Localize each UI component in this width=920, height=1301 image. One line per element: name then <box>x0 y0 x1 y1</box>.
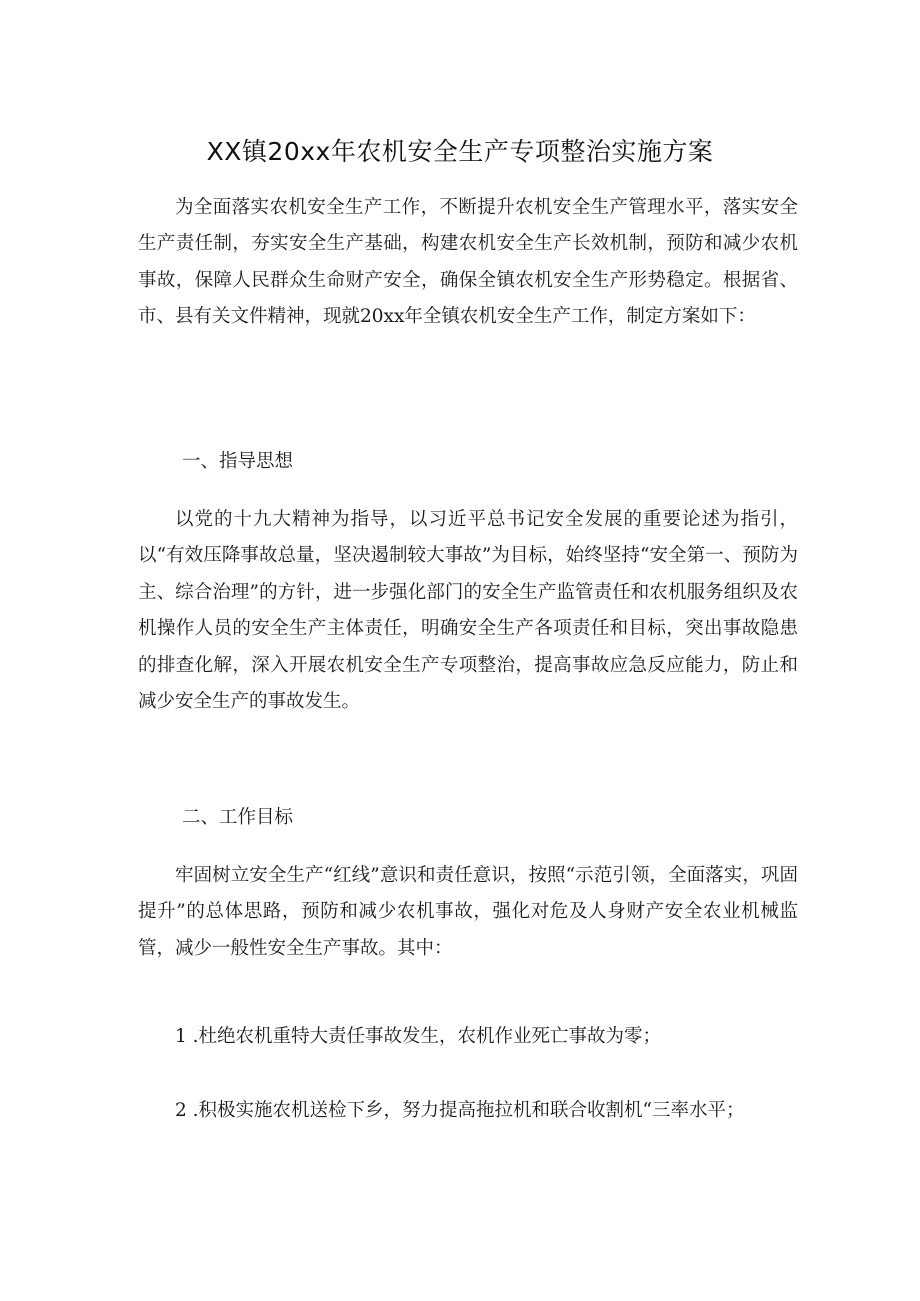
goal-list-item-1: 1 .杜绝农机重特大责任事故发生，农机作业死亡事故为零； <box>175 1026 662 1047</box>
intro-paragraph: 为全面落实农机安全生产工作，不断提升农机安全生产管理水平，落实安全生产责任制，夯实安全生产基础，构建农机安全生产长效机制，预防和减少农机事故，保障人民群众生命财产安全，确保全镇农机安全生产形势稳定。根据省、市、县有关文件精神，现就20xx年全镇农机安全生产工作，制定方案如下： <box>138 197 798 328</box>
section-heading-work-goals: 二、工作目标 <box>182 807 294 828</box>
section-heading-guiding-thought: 一、指导思想 <box>182 451 294 472</box>
document-title: XX镇20xx年农机安全生产专项整治实施方案 <box>206 137 714 166</box>
guiding-thought-paragraph: 以党的十九大精神为指导，以习近平总书记安全发展的重要论述为指引，以“有效压降事故总量，坚决遏制较大事故”为目标，始终坚持“安全第一、预防为主、综合治理”的方针，进一步强化部门的安全生产监管责任和农机服务组织及农机操作人员的安全生产主体责任，明确安全生产各项责任和目标，突出事故隐患的排查化解，深入开展农机安全生产专项整治，提高事故应急反应能力，防止和减少安全生产的事故发生。 <box>138 509 798 713</box>
work-goals-paragraph: 牢固树立安全生产“红线”意识和责任意识，按照“示范引领，全面落实，巩固提升”的总体思路，预防和减少农机事故，强化对危及人身财产安全农业机械监管，减少一般性安全生产事故。其中： <box>138 865 798 959</box>
goal-list-item-2: 2 .积极实施农机送检下乡，努力提高拖拉机和联合收割机“三率水平； <box>175 1100 745 1121</box>
